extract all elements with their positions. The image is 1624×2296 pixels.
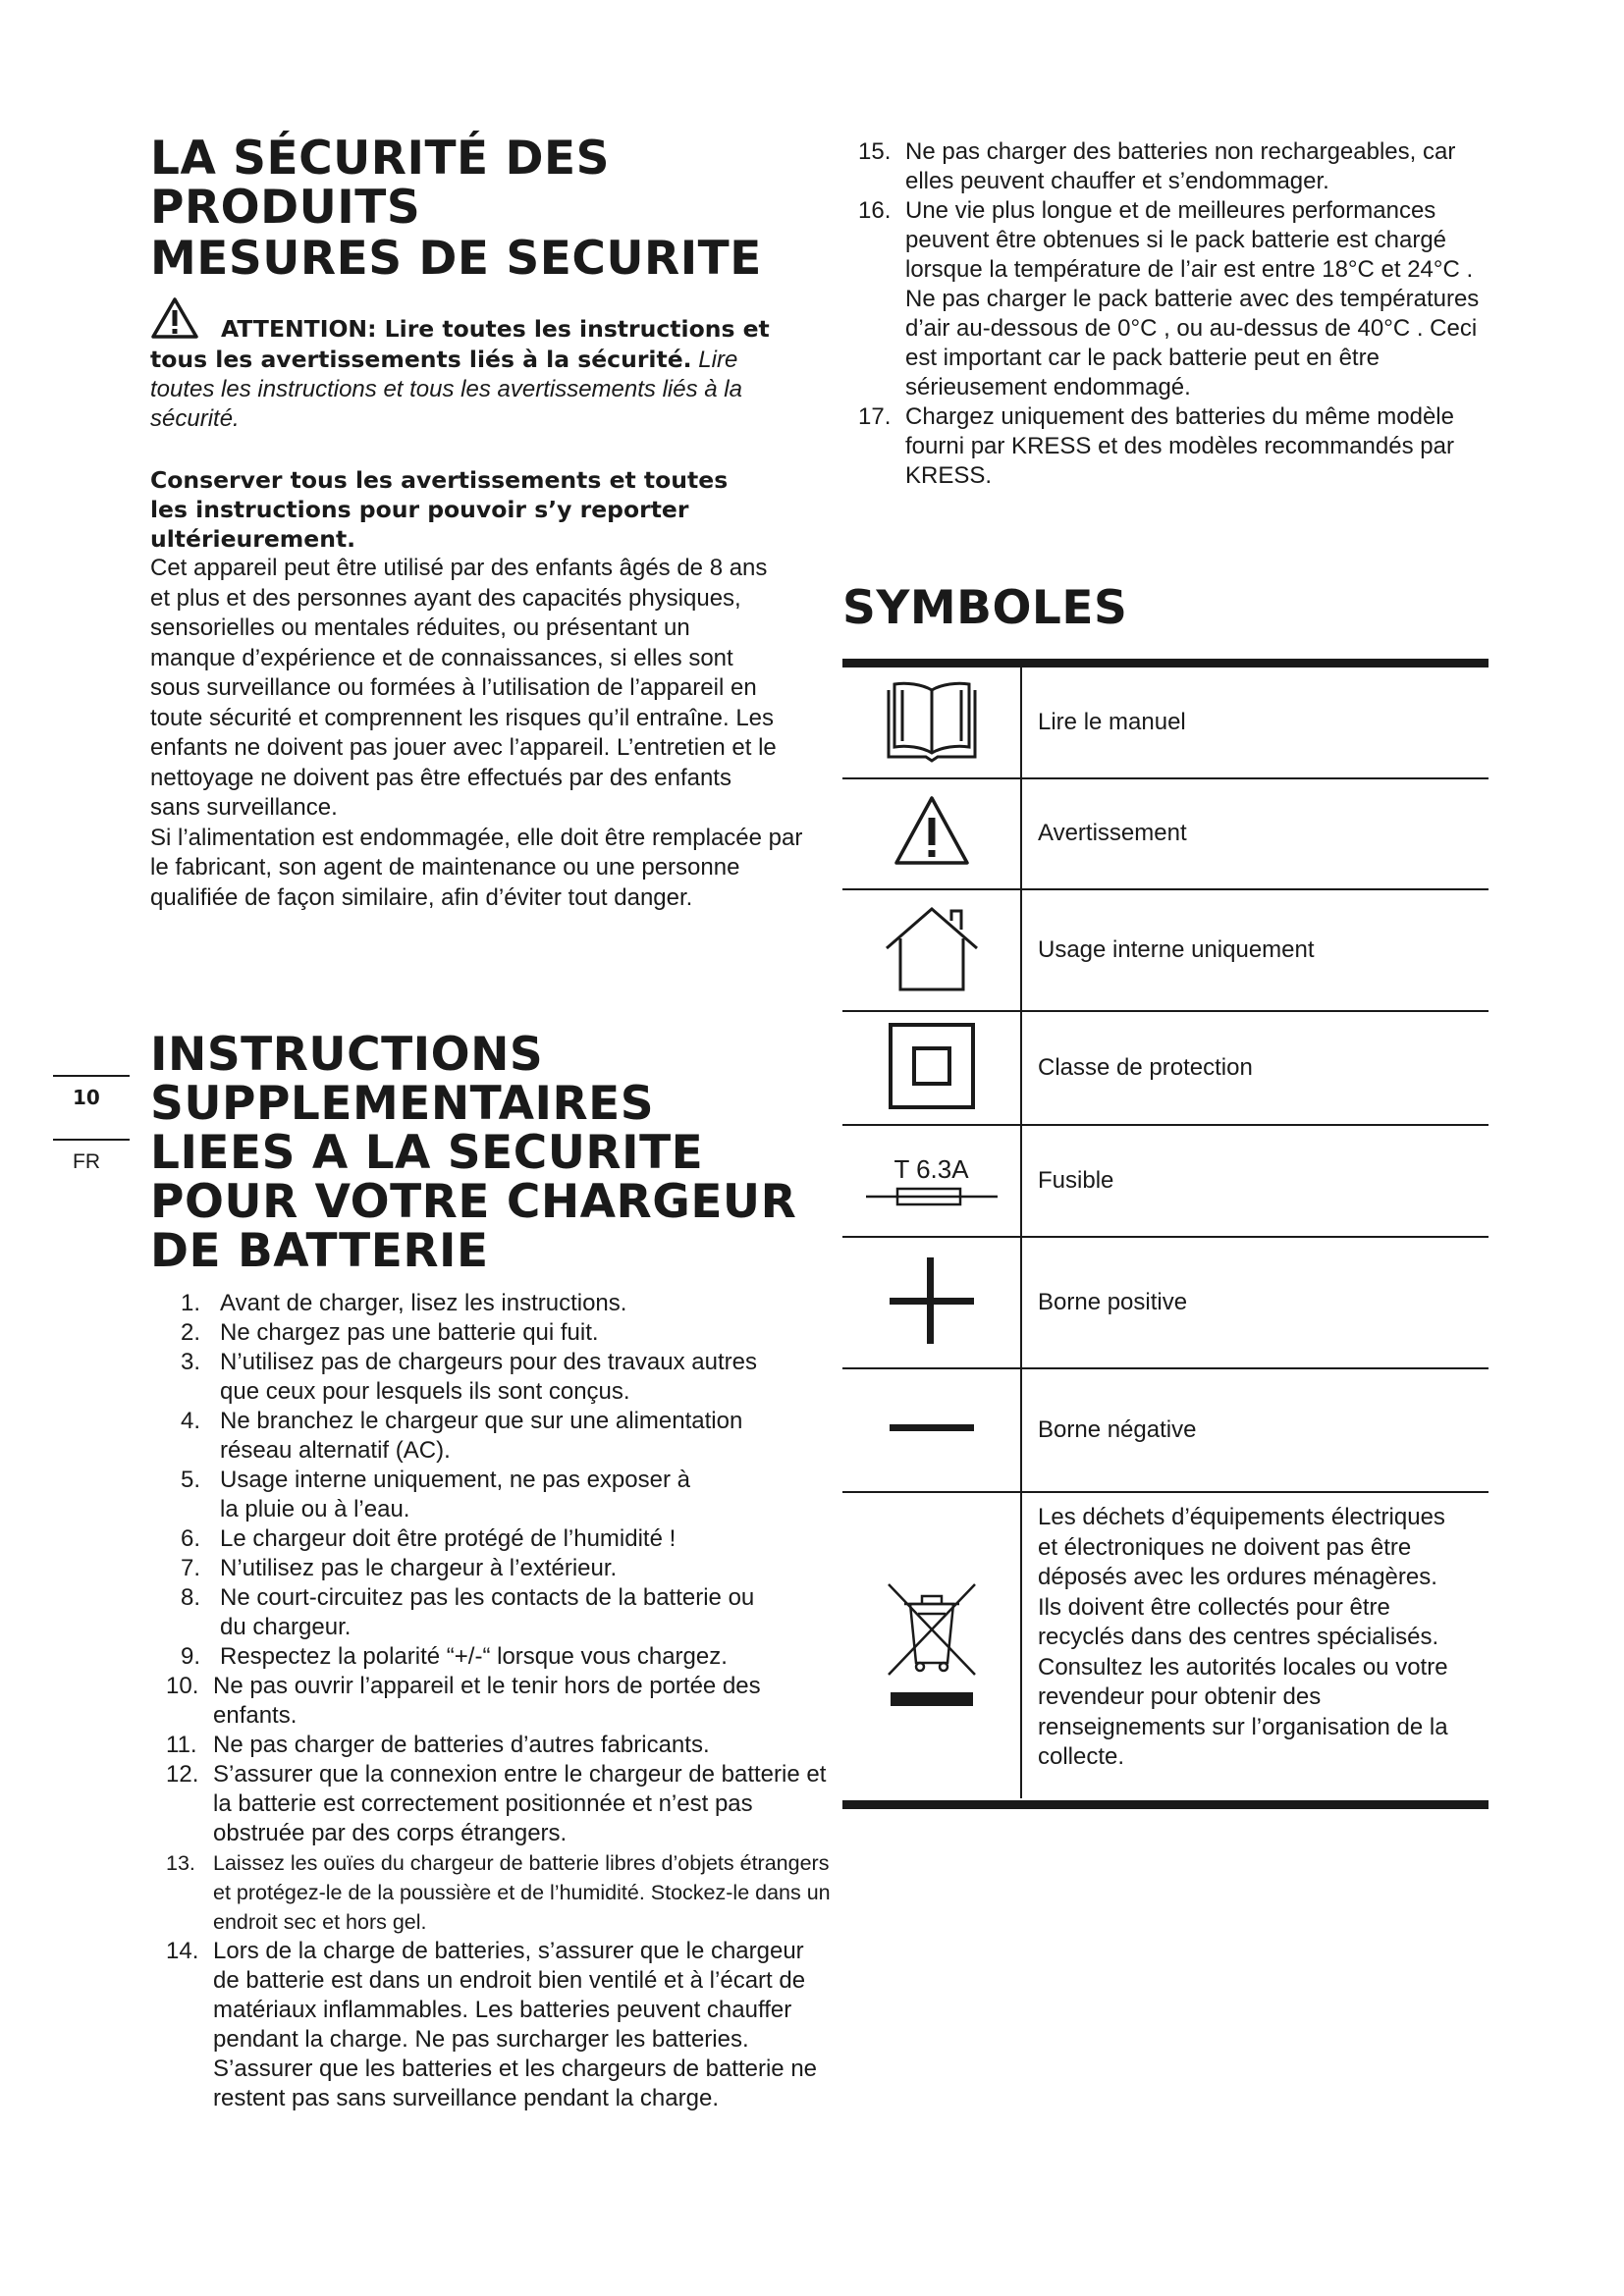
list-item: 8. Ne court-circuitez pas les contacts de la batterie ou du chargeur. (181, 1584, 755, 1640)
attention-bold: ATTENTION: Lire toutes les instructions et tous les avertissements liés à la sécurité. (150, 315, 770, 373)
list-item: 16. Une vie plus longue et de meilleures performances peuvent être obtenues si le pack batterie est chargé lorsque la température de l’air est entre 18°C et 24°C . Ne pas charger le pack batterie avec des températures d’air au-dessous de 0°C , ou au-dessus de 40°C . Ceci est important car le pack batterie peut en être sérieusement endommagé. (858, 197, 1480, 400)
table-row (842, 1237, 1489, 1368)
list-item: 4. Ne branchez le chargeur que sur une alimentation réseau alternatif (AC). (181, 1408, 743, 1464)
language-code: FR (73, 1150, 100, 1173)
list-item: 14. Lors de la charge de batteries, s’assurer que le chargeur de batterie est dans un endroit bien ventilé et à l’écart de matériaux inflammables. Les batteries peuvent chauffer pendant la charge. Ne pas surcharger les batteries. S’assurer que les batteries et les chargeurs de batterie ne restent pas sans surveillance pendant la charge. (166, 1938, 818, 2111)
symbol-label: Classe de protection (1038, 1053, 1253, 1081)
double-square-icon (887, 1021, 977, 1111)
symbols-rule-top (842, 659, 1489, 667)
list-item: 3. N’utilisez pas de chargeurs pour des travaux autres que ceux pour lesquels ils sont conçus. (181, 1349, 757, 1405)
security-title-line: MESURES DE SECURITE (150, 232, 762, 286)
list-item: 11. Ne pas charger de batteries d’autres fabricants. (166, 1732, 710, 1758)
table-row (842, 889, 1489, 1011)
table-row (842, 1368, 1489, 1492)
sidebar-rule-bottom (53, 1139, 130, 1141)
table-row (842, 1011, 1489, 1125)
security-body (150, 465, 808, 913)
keep-instructions-notice: Conserver tous les avertissements et toutes les instructions pour pouvoir s’y reporter ultérieurement. (150, 466, 729, 553)
list-item: 2. Ne chargez pas une batterie qui fuit. (181, 1319, 599, 1346)
symbol-label: Lire le manuel (1038, 708, 1186, 735)
security-title-line: PRODUITS (150, 181, 421, 235)
fuse-icon (858, 1184, 1005, 1209)
symbol-label: Borne positive (1038, 1288, 1188, 1315)
list-item: 13. Laissez les ouïes du chargeur de batterie libres d’objets étrangers et protégez-le de la poussière et de l’humidité. Stockez-le dans un endroit sec et hors gel. (166, 1851, 831, 1934)
instructions-title-line: DE BATTERIE (150, 1224, 489, 1278)
minus-icon (888, 1422, 976, 1434)
instructions-title-line: POUR VOTRE CHARGEUR (150, 1175, 797, 1229)
sidebar-rule-top (53, 1075, 130, 1077)
instructions-list (150, 1289, 831, 2113)
list-item: 5. Usage interne uniquement, ne pas exposer à la pluie ou à l’eau. (181, 1467, 690, 1522)
list-item: 6. Le chargeur doit être protégé de l’humidité ! (181, 1525, 677, 1552)
power-supply-paragraph: Si l’alimentation est endommagée, elle doit être remplacée par le fabricant, son agent de maintenance ou une personne qualifiée de façon similaire, afin d’éviter tout danger. (150, 824, 803, 911)
security-title-line: LA SÉCURITÉ DES (150, 132, 610, 186)
symbol-label: Avertissement (1038, 820, 1187, 847)
list-item: 15. Ne pas charger des batteries non rechargeables, car elles peuvent chauffer et s’endommager. (858, 138, 1456, 194)
symbols-title: SYMBOLES (842, 581, 1128, 635)
fuse-rating: T 6.3A (893, 1153, 969, 1184)
instructions-list-continued (842, 137, 1487, 491)
symbols-table (842, 667, 1489, 1798)
symbols-rule-bottom (842, 1800, 1489, 1809)
crossed-bin-icon (883, 1575, 981, 1712)
symbol-label: Fusible (1038, 1166, 1114, 1194)
security-title (150, 134, 762, 284)
symbol-label: Borne négative (1038, 1415, 1197, 1443)
instructions-title-line: INSTRUCTIONS (150, 1028, 544, 1082)
list-item: 1. Avant de charger, lisez les instructions. (181, 1290, 627, 1316)
page-number: 10 (73, 1086, 100, 1109)
list-item: 17. Chargez uniquement des batteries du même modèle fourni par KRESS et des modèles recommandés par KRESS. (858, 403, 1454, 489)
table-row (842, 1492, 1489, 1798)
plus-icon (888, 1255, 976, 1346)
attention-italic: Lire toutes les instructions et tous les avertissements liés à la sécurité. (150, 347, 742, 432)
instructions-title-line: SUPPLEMENTAIRES (150, 1077, 655, 1131)
book-icon (883, 676, 981, 765)
list-item: 12. S’assurer que la connexion entre le chargeur de batterie et la batterie est correctement positionnée et n’est pas obstruée par des corps étrangers. (166, 1761, 827, 1846)
list-item: 9. Respectez la polarité “+/-“ lorsque vous chargez. (181, 1643, 728, 1670)
instructions-title-line: LIEES A LA SECURITE (150, 1126, 704, 1180)
list-item: 10. Ne pas ouvrir l’appareil et le tenir hors de portée des enfants. (166, 1673, 761, 1729)
children-paragraph: Cet appareil peut être utilisé par des enfants âgés de 8 ans et plus et des personnes ayant des capacités physiques, sensorielles ou mentales réduites, ou présentant un manque d’expérience et de connaissances, si elles sont sous surveillance ou formées à l’utilisation de l’appareil en toute sécurité et comprennent les risques qu’il entraîne. Les enfants ne doivent pas jouer avec l’appareil. L’entretien et le nettoyage ne doivent pas être effectués par des enfants sans surveillance. (150, 555, 777, 821)
instructions-title (150, 1028, 797, 1278)
table-row (842, 667, 1489, 778)
list-item: 7. N’utilisez pas le chargeur à l’extérieur. (181, 1555, 618, 1581)
warning-icon (893, 792, 971, 871)
symbol-label: Usage interne uniquement (1038, 935, 1315, 963)
table-row (842, 1125, 1489, 1237)
attention-notice (150, 314, 779, 434)
symbol-label: Les déchets d’équipements électriques et électroniques ne doivent pas être déposés avec les ordures ménagères. Ils doivent être collectés pour être recyclés dans des centres spécialisés. Consultez les autorités locales ou votre revendeur pour obtenir des renseignements sur l’organisation de la collecte. (1038, 1504, 1448, 1770)
table-row (842, 778, 1489, 889)
house-icon (883, 903, 981, 993)
